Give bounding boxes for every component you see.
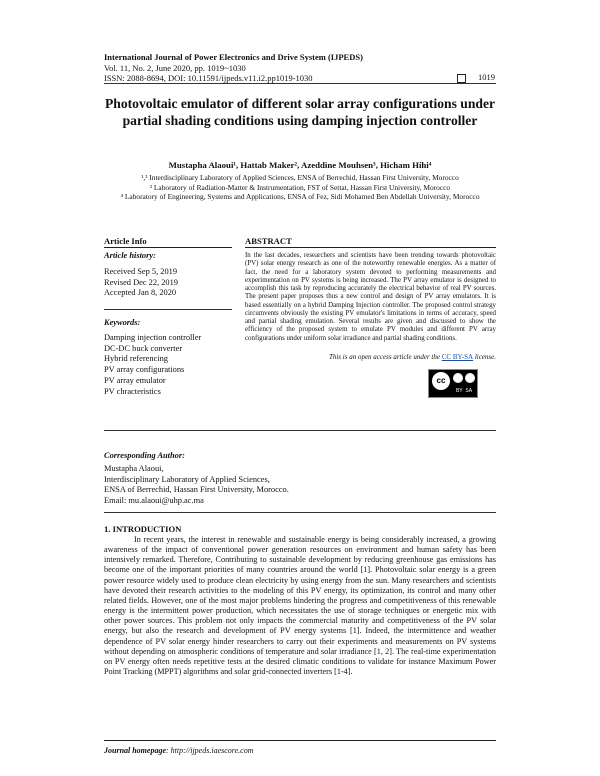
license-link[interactable]: CC BY-SA — [441, 353, 474, 361]
keyword-item: PV chracteristics — [104, 386, 161, 396]
introduction-heading: 1. INTRODUCTION — [104, 524, 182, 534]
keyword-item: Damping injection controller — [104, 332, 202, 342]
cc-by-sa-badge[interactable] — [428, 369, 478, 398]
abstract-bottom-rule — [104, 430, 496, 431]
cc-logo-icon: cc — [432, 372, 450, 390]
author-email: Email: mu.alaoui@uhp.ac.ma — [104, 495, 204, 505]
received-date: Received Sep 5, 2019 — [104, 266, 178, 276]
cc-badge-label: BY SA — [455, 388, 473, 394]
header-rule — [104, 83, 496, 84]
open-access-prefix: This is an open access article under the — [328, 353, 440, 361]
keywords-block — [104, 318, 201, 398]
article-history — [104, 251, 178, 299]
open-access-note — [245, 353, 496, 361]
affiliation-2: ² Laboratory of Radiation-Matter & Instrumentation, FST of Settat, Hassan First University, Morocco — [149, 182, 451, 192]
affiliations — [90, 173, 510, 202]
share-alike-icon — [465, 373, 475, 383]
corresponding-author — [104, 451, 289, 506]
keyword-item: PV array emulator — [104, 375, 166, 385]
homepage-label: Journal homepage — [104, 746, 167, 755]
keyword-item: PV array configurations — [104, 365, 185, 375]
journal-name: International Journal of Power Electronics and Drive System (IJPEDS) — [104, 52, 363, 62]
volume-line: Vol. 11, No. 2, June 2020, pp. 1019~1030 — [104, 62, 246, 73]
issn-doi-line: ISSN: 2088-8694, DOI: 10.11591/ijpeds.v11.i2.pp1019-1030 — [104, 73, 313, 83]
abstract-text: In the last decades, researchers and scientists have been trending towards photovoltaic (PV) solar energy research as one of the noteworthy renewable energies. As a matter of fact, the need for a laboratory system devoted to performing measurements and experimentation on PV systems is being increased. The PV array emulator is designed to accomplish this task by reproducing accurately the electrical behavior of real PV sources. The present paper proposes thus a new control and design of PV array emulators. It is based essentially on a hybrid Damping Injection controller. The proposed control strategy circumvents obviously the existing PV emulator's limitations in terms of accuracy, speed and partial shading emulation. Several results are given and discussed to show the efficiency of the proposed system to emulate PV modules and different PV array configurations under uniform solar irradiance and partial shading conditions. — [245, 252, 496, 342]
keywords-label: Keywords: — [104, 318, 141, 327]
affiliation-1: ¹,³ Interdisciplinary Laboratory of Applied Sciences, ENSA of Berrechid, Hassan First University, Morocco — [141, 173, 459, 182]
revised-date: Revised Dec 22, 2019 — [104, 277, 178, 287]
accepted-date: Accepted Jan 8, 2020 — [104, 288, 177, 298]
author-lab: Interdisciplinary Laboratory of Applied Sciences, — [104, 474, 270, 484]
article-info-heading: Article Info — [104, 236, 147, 246]
author-school: ENSA of Berrechid, Hassan First University, Morocco. — [104, 485, 289, 495]
abstract-heading: ABSTRACT — [245, 236, 292, 246]
history-label: Article history: — [104, 251, 156, 260]
corresponding-label: Corresponding Author: — [104, 451, 185, 460]
person-icon — [453, 373, 463, 383]
open-access-suffix: license. — [474, 353, 496, 361]
author-name: Mustapha Alaoui, — [104, 464, 164, 474]
introduction-text: In recent years, the interest in renewable and sustainable energy is being considerably increased, a growing awareness of the impact of conventional power generation resources on environment and human safety has been intensively remarked. Therefore, Contributing to sustainable development by reducing greenhouse gas emissions has become one of the important priorities of many countries around the world [1]. Photovoltaic solar energy is a green power resource widely used to produce clean electricity by using energy from the sun. Many researchers and scientists have devoted their research activities to the modeling of this PV energy, its optimization, its control and many other related fields. However, one of the most major problems hindering the progress and competitiveness of this renewable energy is the intermittent power production, which necessitates the use of storage techniques or energetic mix with other power sources. This problem not only impacts the commercial maturity and competitiveness of the PV solar energy, but also the research and development of PV energy systems [1]. Indeed, the intermittence and weather dependence of PV solar energy hinder researchers to carry out their experiments and measurements on PV systems without depending on atmospheric conditions of temperature and solar irradiance [1, 2]. The real-time experimentation on PV energy often needs repetitive tests at the desired climatic conditions to validate for instance Maximum Power Point Tracking (MPPT) algorithms and solar grid-connected inverters [1-4]. — [104, 535, 496, 677]
author-list: Mustapha Alaoui¹, Hattab Maker², Azeddine Mouhsen³, Hicham Hihi⁴ — [168, 160, 432, 170]
page-number: 1019 — [478, 72, 495, 82]
corresponding-rule — [104, 512, 496, 513]
journal-header — [104, 52, 363, 84]
keyword-item: DC-DC buck converter — [104, 343, 183, 353]
keyword-item: Hybrid referencing — [104, 354, 168, 364]
homepage-url[interactable]: : http://ijpeds.iaescore.com — [166, 746, 254, 755]
footer-rule — [104, 740, 496, 741]
article-info-rule — [104, 247, 232, 248]
affiliation-3: ⁴ Laboratory of Engineering, Systems and Applications, ENSA of Fez, Sidi Mohamed Ben Abdellah University, Morocco — [120, 192, 480, 201]
keywords-rule — [104, 309, 232, 310]
page-square-icon — [457, 74, 466, 83]
abstract-rule — [245, 247, 496, 248]
journal-homepage — [104, 746, 253, 755]
paper-title: Photovoltaic emulator of different solar array configurations under partial shading conditions using damping injection controller — [104, 96, 496, 128]
